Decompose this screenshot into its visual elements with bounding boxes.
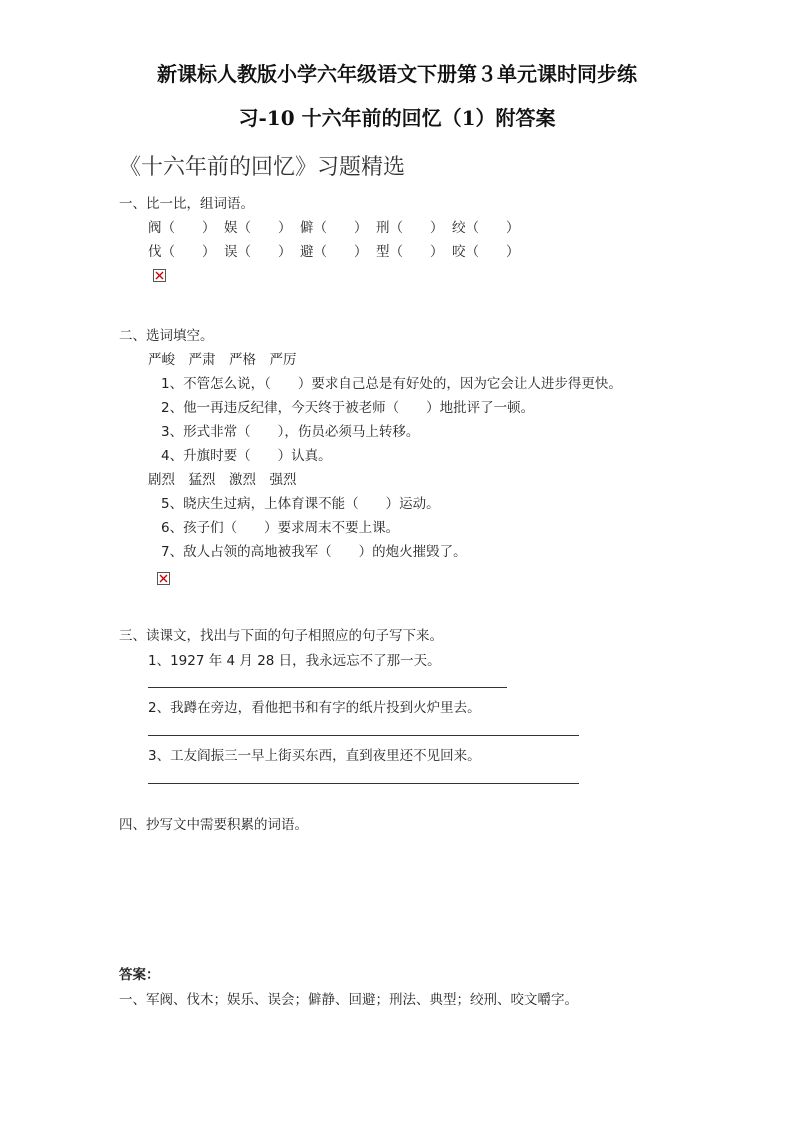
- section1-row2-item: 型（ ）: [376, 244, 444, 260]
- section3-sentence: 3、工友阎振三一早上街买东西，直到夜里还不见回来。: [148, 748, 481, 764]
- document-title-line2: 习-10 十六年前的回忆（1）附答案: [238, 106, 556, 130]
- section1-row1-item: 娱（ ）: [224, 220, 292, 236]
- section3-sentence: 2、我蹲在旁边，看他把书和有字的纸片投到火炉里去。: [148, 700, 481, 716]
- section4-heading: 四、抄写文中需要积累的词语。: [119, 817, 308, 833]
- section3-heading: 三、读课文，找出与下面的句子相照应的句子写下来。: [119, 628, 443, 644]
- section2-heading: 二、选词填空。: [119, 328, 214, 344]
- section2-question: 7、敌人占领的高地被我军（ ）的炮火摧毁了。: [161, 544, 467, 560]
- section1-row2-item: 咬（ ）: [452, 244, 520, 260]
- section2-word-bank-2: 剧烈 猛烈 激烈 强烈: [148, 472, 297, 488]
- exercise-subtitle: 《十六年前的回忆》习题精选: [119, 155, 406, 180]
- section1-row2-item: 伐（ ）: [148, 244, 216, 260]
- writing-area[interactable]: [119, 838, 679, 948]
- section2-word-bank-1: 严峻 严肃 严格 严厉: [148, 352, 297, 368]
- section2-question: 4、升旗时要（ ）认真。: [161, 448, 332, 464]
- answers-line: 一、军阀、伐木；娱乐、误会；僻静、回避；刑法、典型；绞刑、咬文嚼字。: [119, 992, 578, 1008]
- answer-line[interactable]: [148, 783, 579, 784]
- broken-image-icon: [157, 572, 170, 585]
- answer-line[interactable]: [148, 687, 507, 688]
- document-title-line1: 新课标人教版小学六年级语文下册第３单元课时同步练: [157, 62, 637, 86]
- section1-row2-item: 误（ ）: [224, 244, 292, 260]
- section1-row2-item: 避（ ）: [300, 244, 368, 260]
- answers-heading: 答案：: [119, 967, 160, 983]
- section1-row1-item: 绞（ ）: [452, 220, 520, 236]
- broken-image-icon: [153, 269, 166, 282]
- answer-line[interactable]: [148, 735, 579, 736]
- section2-question: 2、他一再违反纪律，今天终于被老师（ ）地批评了一顿。: [161, 400, 535, 416]
- section2-question: 1、不管怎么说，（ ）要求自己总是有好处的，因为它会让人进步得更快。: [161, 376, 622, 392]
- section2-question: 5、晓庆生过病，上体育课不能（ ）运动。: [161, 496, 440, 512]
- section1-heading: 一、比一比，组词语。: [119, 196, 254, 212]
- section2-question: 6、孩子们（ ）要求周末不要上课。: [161, 520, 400, 536]
- section1-row1-item: 阀（ ）: [148, 220, 216, 236]
- section1-row1-item: 僻（ ）: [300, 220, 368, 236]
- section2-question: 3、形式非常（ ），伤员必须马上转移。: [161, 424, 420, 440]
- section1-row1-item: 刑（ ）: [376, 220, 444, 236]
- section3-sentence: 1、1927 年 4 月 28 日，我永远忘不了那一天。: [148, 653, 441, 669]
